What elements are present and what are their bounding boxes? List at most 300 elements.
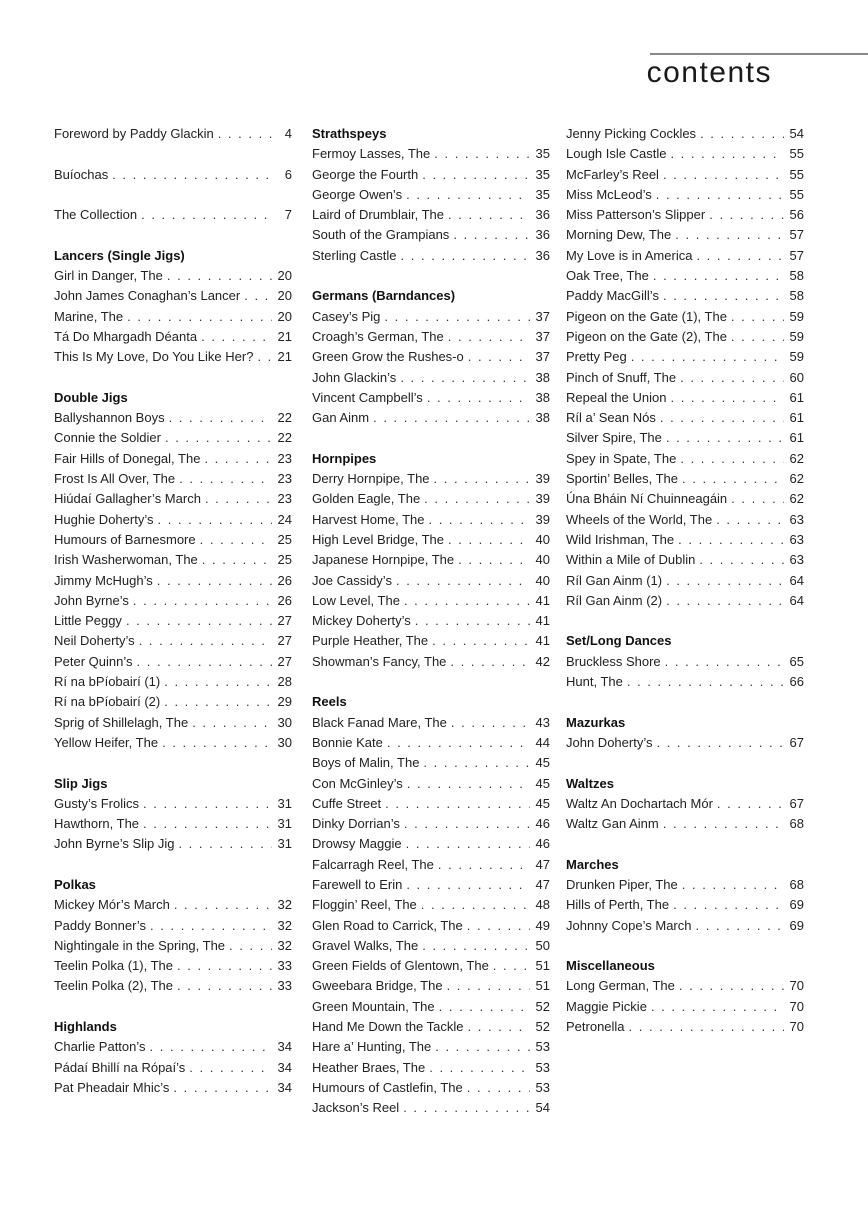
entry-page-number: 20 bbox=[277, 288, 292, 304]
entry-page-number: 46 bbox=[535, 816, 550, 832]
contents-entry[interactable] bbox=[54, 814, 292, 834]
contents-entry[interactable] bbox=[312, 469, 550, 489]
dot-leader bbox=[422, 165, 530, 185]
contents-entry[interactable] bbox=[312, 408, 550, 428]
entry-title: Oak Tree, The bbox=[566, 268, 649, 284]
contents-entry[interactable] bbox=[54, 510, 292, 530]
entry-page-number: 36 bbox=[535, 247, 550, 263]
dot-leader bbox=[651, 997, 784, 1017]
dot-leader bbox=[666, 428, 784, 448]
contents-section bbox=[566, 124, 804, 611]
contents-entry[interactable] bbox=[566, 388, 804, 408]
entry-title: Repeal the Union bbox=[566, 389, 667, 405]
contents-entry[interactable] bbox=[54, 794, 292, 814]
entry-title: Wheels of the World, The bbox=[566, 511, 713, 527]
entry-page-number: 37 bbox=[535, 328, 550, 344]
contents-entry[interactable] bbox=[566, 347, 804, 367]
dot-leader bbox=[696, 246, 784, 266]
dot-leader bbox=[421, 895, 530, 915]
contents-entry[interactable] bbox=[566, 449, 804, 469]
dot-leader bbox=[468, 1017, 530, 1037]
entry-page-number: 51 bbox=[535, 958, 550, 974]
contents-entry[interactable] bbox=[312, 652, 550, 672]
dot-leader bbox=[666, 591, 784, 611]
entry-title: Jackson’s Reel bbox=[312, 1100, 400, 1116]
dot-leader bbox=[201, 327, 272, 347]
entry-page-number: 57 bbox=[789, 227, 804, 243]
entry-page-number: 42 bbox=[535, 653, 550, 669]
contents-entry[interactable] bbox=[54, 307, 292, 327]
contents-entry[interactable] bbox=[312, 347, 550, 367]
entry-page-number: 69 bbox=[789, 917, 804, 933]
contents-entry[interactable] bbox=[312, 185, 550, 205]
contents-entry[interactable] bbox=[312, 713, 550, 733]
entry-page-number: 52 bbox=[535, 1019, 550, 1035]
contents-entry[interactable] bbox=[54, 692, 292, 712]
entry-page-number: 67 bbox=[789, 734, 804, 750]
entry-page-number: 40 bbox=[535, 572, 550, 588]
contents-entry[interactable] bbox=[566, 1017, 804, 1037]
section-heading: Polkas bbox=[54, 876, 96, 892]
contents-entry[interactable] bbox=[566, 307, 804, 327]
contents-entry[interactable] bbox=[566, 997, 804, 1017]
entry-title: Purple Heather, The bbox=[312, 633, 429, 649]
contents-entry[interactable] bbox=[312, 956, 550, 976]
entry-page-number: 37 bbox=[535, 308, 550, 324]
contents-entry[interactable] bbox=[312, 368, 550, 388]
dot-leader bbox=[133, 591, 272, 611]
contents-entry[interactable] bbox=[312, 489, 550, 509]
contents-entry[interactable] bbox=[566, 428, 804, 448]
entry-title: Rí na bPíobairí (1) bbox=[54, 674, 161, 690]
contents-section bbox=[566, 631, 804, 692]
contents-entry[interactable] bbox=[312, 327, 550, 347]
entry-title: Teelin Polka (1), The bbox=[54, 958, 173, 974]
entry-page-number: 55 bbox=[789, 166, 804, 182]
contents-entry[interactable] bbox=[54, 652, 292, 672]
entry-page-number: 53 bbox=[535, 1059, 550, 1075]
entry-title: Ballyshannon Boys bbox=[54, 410, 165, 426]
dot-leader bbox=[447, 976, 530, 996]
entry-page-number: 41 bbox=[535, 613, 550, 629]
contents-section bbox=[566, 956, 804, 1037]
dot-leader bbox=[164, 692, 272, 712]
dot-leader bbox=[257, 347, 272, 367]
entry-title: Within a Mile of Dublin bbox=[566, 552, 696, 568]
contents-entry[interactable] bbox=[54, 916, 292, 936]
contents-entry[interactable] bbox=[566, 225, 804, 245]
dot-leader bbox=[177, 976, 272, 996]
entry-page-number: 69 bbox=[789, 897, 804, 913]
entry-title: Irish Washerwoman, The bbox=[54, 552, 198, 568]
contents-entry[interactable] bbox=[566, 327, 804, 347]
entry-title: Hills of Perth, The bbox=[566, 897, 670, 913]
dot-leader bbox=[137, 652, 272, 672]
contents-entry[interactable] bbox=[54, 834, 292, 854]
dot-leader bbox=[663, 286, 784, 306]
contents-entry[interactable] bbox=[54, 327, 292, 347]
dot-leader bbox=[678, 530, 784, 550]
contents-entry[interactable] bbox=[54, 895, 292, 915]
entry-page-number: 63 bbox=[789, 531, 804, 547]
contents-entry[interactable] bbox=[54, 571, 292, 591]
entry-title: Paddy MacGill’s bbox=[566, 288, 659, 304]
dot-leader bbox=[656, 733, 784, 753]
contents-entry[interactable] bbox=[566, 489, 804, 509]
contents-entry[interactable] bbox=[566, 286, 804, 306]
contents-entry[interactable] bbox=[312, 205, 550, 225]
entry-title: Hand Me Down the Tackle bbox=[312, 1019, 464, 1035]
contents-entry[interactable] bbox=[54, 733, 292, 753]
entry-title: Heather Braes, The bbox=[312, 1059, 426, 1075]
dot-leader bbox=[167, 266, 272, 286]
contents-entry[interactable] bbox=[312, 307, 550, 327]
entry-title: Fair Hills of Donegal, The bbox=[54, 450, 201, 466]
contents-entry[interactable] bbox=[54, 631, 292, 651]
contents-entry[interactable] bbox=[312, 1098, 550, 1118]
dot-leader bbox=[162, 733, 272, 753]
contents-entry[interactable] bbox=[566, 469, 804, 489]
contents-entry[interactable] bbox=[566, 246, 804, 266]
entry-title: Casey’s Pig bbox=[312, 308, 381, 324]
contents-entry[interactable] bbox=[312, 1078, 550, 1098]
contents-entry[interactable] bbox=[54, 956, 292, 976]
contents-entry[interactable] bbox=[54, 1037, 292, 1057]
contents-entry[interactable] bbox=[54, 266, 292, 286]
entry-page-number: 57 bbox=[789, 247, 804, 263]
entry-page-number: 54 bbox=[789, 126, 804, 141]
dot-leader bbox=[467, 1078, 530, 1098]
entry-title: Jimmy McHugh’s bbox=[54, 572, 153, 588]
contents-entry[interactable] bbox=[312, 246, 550, 266]
entry-title: Foreword by Paddy Glackin bbox=[54, 126, 214, 141]
section-heading: Mazurkas bbox=[566, 714, 626, 730]
contents-entry[interactable] bbox=[54, 489, 292, 509]
dot-leader bbox=[177, 956, 272, 976]
entry-page-number: 47 bbox=[535, 876, 550, 892]
entry-title: Derry Hornpipe, The bbox=[312, 471, 430, 487]
dot-leader bbox=[396, 571, 530, 591]
dot-leader bbox=[406, 875, 530, 895]
entry-page-number: 59 bbox=[789, 328, 804, 344]
dot-leader bbox=[631, 347, 784, 367]
contents-entry[interactable] bbox=[312, 976, 550, 996]
entry-title: Gweebara Bridge, The bbox=[312, 978, 443, 994]
contents-column-2 bbox=[312, 124, 550, 1139]
entry-page-number: 61 bbox=[789, 410, 804, 426]
dot-leader bbox=[428, 510, 530, 530]
contents-section bbox=[312, 692, 550, 1118]
contents-entry[interactable] bbox=[312, 916, 550, 936]
dot-leader bbox=[709, 205, 784, 225]
contents-entry[interactable] bbox=[312, 733, 550, 753]
contents-entry[interactable] bbox=[54, 205, 292, 225]
dot-leader bbox=[407, 774, 530, 794]
entry-title: Croagh’s German, The bbox=[312, 328, 444, 344]
contents-entry[interactable] bbox=[312, 631, 550, 651]
contents-entry[interactable] bbox=[54, 591, 292, 611]
dot-leader bbox=[429, 1058, 530, 1078]
dot-leader bbox=[406, 185, 530, 205]
entry-page-number: 49 bbox=[535, 917, 550, 933]
contents-column-3 bbox=[566, 124, 804, 1058]
dot-leader bbox=[666, 571, 784, 591]
entry-page-number: 24 bbox=[277, 511, 292, 527]
contents-entry[interactable] bbox=[54, 672, 292, 692]
entry-page-number: 20 bbox=[277, 308, 292, 324]
entry-title: My Love is in America bbox=[566, 247, 693, 263]
contents-entry[interactable] bbox=[312, 530, 550, 550]
contents-entry[interactable] bbox=[566, 895, 804, 915]
contents-entry[interactable] bbox=[312, 794, 550, 814]
contents-section bbox=[566, 774, 804, 835]
contents-entry[interactable] bbox=[566, 733, 804, 753]
contents-entry[interactable] bbox=[566, 530, 804, 550]
contents-entry[interactable] bbox=[312, 388, 550, 408]
contents-entry[interactable] bbox=[312, 774, 550, 794]
contents-entry[interactable] bbox=[312, 144, 550, 164]
entry-title: Úna Bháin Ní Chuinneagáin bbox=[566, 491, 728, 507]
contents-entry[interactable] bbox=[54, 1058, 292, 1078]
entry-page-number: 39 bbox=[535, 491, 550, 507]
entry-page-number: 40 bbox=[535, 552, 550, 568]
entry-title: Pádaí Bhillí na Rópaí’s bbox=[54, 1059, 186, 1075]
contents-entry[interactable] bbox=[312, 550, 550, 570]
entry-title: Showman’s Fancy, The bbox=[312, 653, 447, 669]
entry-title: Green Mountain, The bbox=[312, 998, 435, 1014]
contents-entry[interactable] bbox=[54, 165, 292, 185]
entry-title: Yellow Heifer, The bbox=[54, 734, 159, 750]
section-heading: Set/Long Dances bbox=[566, 633, 672, 649]
entry-title: Spey in Spate, The bbox=[566, 450, 677, 466]
entry-page-number: 35 bbox=[535, 146, 550, 162]
contents-entry[interactable] bbox=[312, 571, 550, 591]
contents-entry[interactable] bbox=[54, 124, 292, 144]
entry-page-number: 68 bbox=[789, 876, 804, 892]
contents-entry[interactable] bbox=[566, 875, 804, 895]
entry-page-number: 22 bbox=[277, 430, 292, 446]
entry-title: George Owen’s bbox=[312, 186, 403, 202]
entry-page-number: 25 bbox=[277, 531, 292, 547]
contents-entry[interactable] bbox=[312, 753, 550, 773]
contents-entry[interactable] bbox=[312, 875, 550, 895]
entry-page-number: 33 bbox=[277, 978, 292, 994]
dot-leader bbox=[663, 814, 784, 834]
dot-leader bbox=[404, 814, 530, 834]
dot-leader bbox=[141, 205, 272, 225]
entry-page-number: 64 bbox=[789, 572, 804, 588]
entry-page-number: 6 bbox=[284, 166, 292, 182]
entry-title: Laird of Drumblair, The bbox=[312, 207, 444, 223]
contents-section bbox=[54, 124, 292, 144]
entry-title: Hughie Doherty’s bbox=[54, 511, 154, 527]
contents-entry[interactable] bbox=[566, 510, 804, 530]
contents-entry[interactable] bbox=[312, 1058, 550, 1078]
dot-leader bbox=[467, 916, 530, 936]
entry-title: Miss McLeod’s bbox=[566, 186, 652, 202]
dot-leader bbox=[157, 510, 272, 530]
contents-entry[interactable] bbox=[54, 469, 292, 489]
dot-leader bbox=[164, 672, 272, 692]
entry-title: Harvest Home, The bbox=[312, 511, 425, 527]
entry-page-number: 23 bbox=[277, 491, 292, 507]
entry-title: Humours of Barnesmore bbox=[54, 531, 196, 547]
contents-entry[interactable] bbox=[54, 1078, 292, 1098]
entry-page-number: 39 bbox=[535, 471, 550, 487]
dot-leader bbox=[150, 916, 272, 936]
entry-page-number: 27 bbox=[277, 653, 292, 669]
contents-entry[interactable] bbox=[54, 976, 292, 996]
contents-entry[interactable] bbox=[54, 286, 292, 306]
dot-leader bbox=[682, 875, 784, 895]
contents-entry[interactable] bbox=[566, 408, 804, 428]
contents-entry[interactable] bbox=[566, 916, 804, 936]
entry-title: Morning Dew, The bbox=[566, 227, 672, 243]
entry-page-number: 21 bbox=[277, 349, 292, 365]
contents-entry[interactable] bbox=[566, 205, 804, 225]
entry-title: Pinch of Snuff, The bbox=[566, 369, 677, 385]
contents-section bbox=[312, 449, 550, 672]
entry-title: Pat Pheadair Mhic’s bbox=[54, 1079, 170, 1095]
entry-title: Pigeon on the Gate (1), The bbox=[566, 308, 727, 324]
contents-entry[interactable] bbox=[566, 672, 804, 692]
contents-entry[interactable] bbox=[312, 895, 550, 915]
contents-entry[interactable] bbox=[54, 347, 292, 367]
dot-leader bbox=[680, 368, 784, 388]
entry-page-number: 70 bbox=[789, 1019, 804, 1035]
contents-entry[interactable] bbox=[566, 976, 804, 996]
entry-title: Maggie Pickie bbox=[566, 998, 647, 1014]
dot-leader bbox=[434, 144, 530, 164]
contents-entry[interactable] bbox=[312, 510, 550, 530]
dot-leader bbox=[670, 388, 784, 408]
contents-entry[interactable] bbox=[312, 834, 550, 854]
contents-entry[interactable] bbox=[312, 855, 550, 875]
entry-title: Bonnie Kate bbox=[312, 734, 383, 750]
contents-entry[interactable] bbox=[312, 611, 550, 631]
section-heading: Hornpipes bbox=[312, 450, 377, 466]
contents-entry[interactable] bbox=[566, 571, 804, 591]
dot-leader bbox=[205, 489, 272, 509]
contents-entry[interactable] bbox=[312, 1017, 550, 1037]
entry-page-number: 40 bbox=[535, 531, 550, 547]
entry-page-number: 33 bbox=[277, 958, 292, 974]
entry-title: Falcarragh Reel, The bbox=[312, 856, 434, 872]
entry-title: Frost Is All Over, The bbox=[54, 471, 176, 487]
dot-leader bbox=[700, 124, 784, 144]
entry-title: Japanese Hornpipe, The bbox=[312, 552, 455, 568]
contents-entry[interactable] bbox=[566, 591, 804, 611]
entry-page-number: 23 bbox=[277, 450, 292, 466]
contents-entry[interactable] bbox=[566, 652, 804, 672]
contents-entry[interactable] bbox=[54, 408, 292, 428]
entry-page-number: 68 bbox=[789, 816, 804, 832]
dot-leader bbox=[423, 753, 530, 773]
contents-entry[interactable] bbox=[54, 713, 292, 733]
dot-leader bbox=[493, 956, 530, 976]
contents-entry[interactable] bbox=[566, 550, 804, 570]
entry-page-number: 53 bbox=[535, 1079, 550, 1095]
contents-section bbox=[54, 165, 292, 185]
contents-section bbox=[54, 388, 292, 753]
contents-entry[interactable] bbox=[54, 428, 292, 448]
contents-section bbox=[54, 246, 292, 368]
contents-entry[interactable] bbox=[312, 225, 550, 245]
entry-page-number: 27 bbox=[277, 633, 292, 649]
entry-title: Charlie Patton’s bbox=[54, 1039, 146, 1055]
entry-page-number: 38 bbox=[535, 369, 550, 385]
dot-leader bbox=[178, 834, 272, 854]
contents-entry[interactable] bbox=[54, 530, 292, 550]
contents-entry[interactable] bbox=[312, 591, 550, 611]
contents-entry[interactable] bbox=[54, 936, 292, 956]
entry-title: Farewell to Erin bbox=[312, 876, 403, 892]
dot-leader bbox=[384, 307, 530, 327]
dot-leader bbox=[165, 428, 272, 448]
entry-title: Rí na bPíobairí (2) bbox=[54, 694, 161, 710]
entry-page-number: 28 bbox=[277, 674, 292, 690]
entry-page-number: 58 bbox=[789, 268, 804, 284]
contents-entry[interactable] bbox=[566, 144, 804, 164]
contents-entry[interactable] bbox=[566, 814, 804, 834]
entry-title: Gravel Walks, The bbox=[312, 937, 419, 953]
entry-page-number: 27 bbox=[277, 613, 292, 629]
contents-entry[interactable] bbox=[566, 185, 804, 205]
contents-entry[interactable] bbox=[566, 124, 804, 144]
entry-title: George the Fourth bbox=[312, 166, 419, 182]
entry-title: Ríl Gan Ainm (2) bbox=[566, 592, 663, 608]
dot-leader bbox=[192, 713, 272, 733]
entry-title: Mickey Mór’s March bbox=[54, 897, 170, 913]
contents-entry[interactable] bbox=[54, 550, 292, 570]
entry-page-number: 21 bbox=[277, 328, 292, 344]
entry-title: Ríl a’ Sean Nós bbox=[566, 410, 656, 426]
dot-leader bbox=[731, 489, 784, 509]
contents-entry[interactable] bbox=[54, 449, 292, 469]
dot-leader bbox=[126, 611, 272, 631]
entry-page-number: 48 bbox=[535, 897, 550, 913]
entry-title: Lough Isle Castle bbox=[566, 146, 667, 162]
contents-entry[interactable] bbox=[312, 997, 550, 1017]
contents-entry[interactable] bbox=[566, 794, 804, 814]
contents-entry[interactable] bbox=[312, 1037, 550, 1057]
dot-leader bbox=[450, 652, 530, 672]
entry-title: John Doherty’s bbox=[566, 734, 653, 750]
section-heading: Miscellaneous bbox=[566, 958, 655, 974]
entry-page-number: 26 bbox=[277, 572, 292, 588]
entry-page-number: 31 bbox=[277, 795, 292, 811]
contents-entry[interactable] bbox=[566, 266, 804, 286]
dot-leader bbox=[679, 976, 784, 996]
dot-leader bbox=[663, 165, 784, 185]
contents-entry[interactable] bbox=[312, 165, 550, 185]
contents-entry[interactable] bbox=[566, 165, 804, 185]
contents-entry[interactable] bbox=[566, 368, 804, 388]
entry-title: Miss Patterson’s Slipper bbox=[566, 207, 706, 223]
entry-title: Neil Doherty’s bbox=[54, 633, 135, 649]
contents-entry[interactable] bbox=[54, 611, 292, 631]
dot-leader bbox=[157, 571, 272, 591]
entry-page-number: 41 bbox=[535, 592, 550, 608]
contents-entry[interactable] bbox=[312, 936, 550, 956]
entry-page-number: 36 bbox=[535, 227, 550, 243]
entry-title: Golden Eagle, The bbox=[312, 491, 421, 507]
contents-entry[interactable] bbox=[312, 814, 550, 834]
entry-title: Cuffe Street bbox=[312, 795, 382, 811]
dot-leader bbox=[439, 997, 530, 1017]
entry-page-number: 63 bbox=[789, 552, 804, 568]
entry-page-number: 60 bbox=[789, 369, 804, 385]
